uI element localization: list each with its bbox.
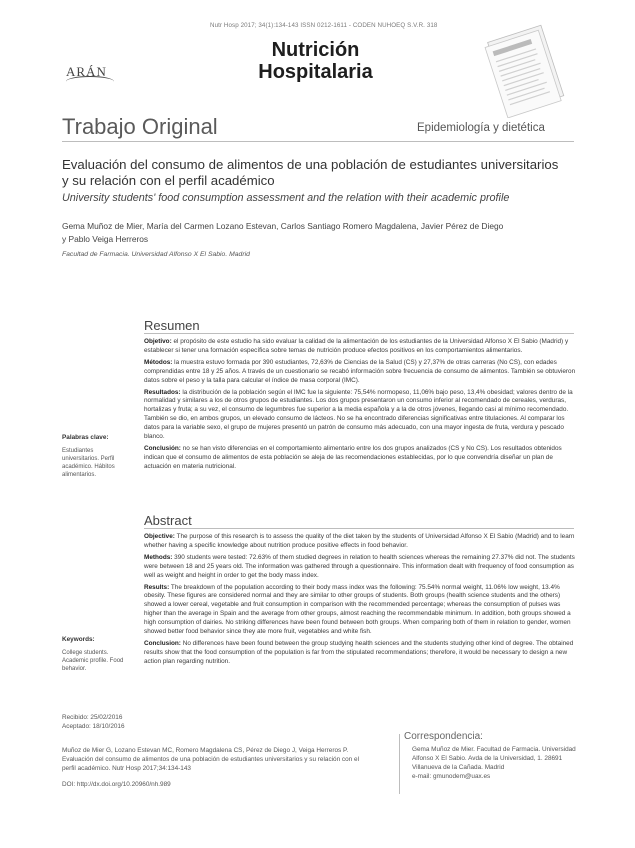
abstract-objective: Objective: The purpose of this research is to assess the quality of the diet taken by the students of Universidad Alfonso X El Sabio (Madrid) and to learn whether having a specific knowledge about nutrition produce positive effects in food behavior.	[144, 533, 575, 549]
article-dates	[62, 713, 125, 731]
journal-reference: Nutr Hosp 2017; 34(1):134-143 ISSN 0212-1611 - CODEN NUHOEQ S.V.R. 318	[210, 22, 438, 29]
abstract-results: Results: The breakdown of the population according to their body mass index was the following: 75.54% normal weight, 11.06% low weight, 13.4% obesity. These figures are considered normal and they are similar to other groups of students. Both groups (health science students and the others) showed a lower cereal, vegetable and fruit consumption in comparison with the recommended percentage; whereas the consumption of pulses was higher than the average in Spain and the average from other groups, almost reaching the recommendable minimum. In addition, both groups showed a high consumption of dairies. No striking differences have been found between both groups. When comparing both of them in relation to gender, women showed better food behavior since they ate more fruit, vegetables and white fish.	[144, 583, 571, 636]
citation-line1: Muñoz de Mier G, Lozano Estevan MC, Romero Magdalena CS, Pérez de Diego J, Veiga Herreros P.	[62, 747, 349, 754]
abstract-divider	[144, 528, 574, 529]
correspondence-box	[404, 731, 584, 781]
resumen-body	[144, 338, 576, 475]
journal-brand-line1: Nutrición	[271, 39, 360, 61]
palabras-clave-box	[62, 434, 132, 479]
abstract-methods: Methods: 390 students were tested: 72.63% of them studied degrees in relation to health sciences whereas the remaining 27.37% did not. The students were between 18 and 25 years old. The information was gathered through a questionnaire. This information dealt with frequency of food consumption as well as weight and height in order to get the body mass index.	[144, 553, 575, 579]
keywords-title: Keywords:	[62, 636, 95, 643]
title-es-line2: y su relación con el perfil académico	[62, 173, 275, 188]
resumen-objetivo: Objetivo: el propósito de este estudio ha sido evaluar la calidad de la alimentación de los estudiantes de la Universidad Alfonso X El Sabio (Madrid) y establecer si tener una formación específica sobre temas de nutrición produce efectos positivos en los comportamientos alimentarios.	[144, 338, 569, 354]
abstract-conclusion: Conclusion: No differences have been found between the group studying health sciences and the students studying other kind of degree. The obtained results show that the food consumption of the population is far from the stipulated recommendations; therefore, it would be necessary to design a new action plan regarding nutrition.	[144, 639, 574, 665]
accepted-date: Aceptado: 18/10/2016	[62, 723, 125, 730]
palabras-clave-title: Palabras clave:	[62, 434, 109, 441]
citation-line3: perfil académico. Nutr Hosp 2017;34:134-143	[62, 765, 191, 772]
citation-block	[62, 746, 392, 789]
correspondence-email[interactable]: e-mail: gmunodem@uax.es	[412, 773, 491, 780]
authors-line2: y Pablo Veiga Herreros	[62, 233, 149, 244]
journal-brand	[238, 40, 393, 82]
journal-cover-image	[480, 22, 572, 118]
article-title-english: University students' food consumption assessment and the relation with their academic profile	[62, 192, 510, 204]
resumen-divider	[144, 333, 574, 334]
correspondence-line1: Gema Muñoz de Mier. Facultad de Farmacia. Universidad	[412, 746, 576, 753]
author-list	[62, 220, 532, 245]
correspondence-divider	[399, 734, 400, 794]
citation-doi[interactable]: DOI: http://dx.doi.org/10.20960/nh.989	[62, 781, 171, 788]
abstract-body	[144, 533, 576, 670]
resumen-metodos: Métodos: la muestra estuvo formada por 390 estudiantes, 72,63% de Ciencias de la Salud (CS) y 27,37% de otras carreras (No CS), con edades comprendidas entre 18 y 25 años. A través de un cuestionario se recabó información sobre frecuencia de consumo de alimentos. También se obtuvieron datos sobre el peso y la talla para calcular el índice de masa corporal (IMC).	[144, 358, 576, 384]
article-section-type: Trabajo Original	[62, 114, 218, 139]
correspondence-line3: Villanueva de la Cañada. Madrid	[412, 764, 505, 771]
journal-brand-line2: Hospitalaria	[258, 61, 373, 83]
article-category: Epidemiología y dietética	[417, 122, 545, 134]
correspondence-line2: Alfonso X El Sabio. Avda de la Universidad, 1. 28691	[412, 755, 563, 762]
publisher-logo-text: ARÁN	[66, 64, 107, 79]
keywords-list: College students. Academic profile. Food behavior.	[62, 650, 124, 672]
header-divider	[62, 141, 574, 142]
authors-line1: Gema Muñoz de Mier, María del Carmen Lozano Estevan, Carlos Santiago Romero Magdalena, Javier Pérez de Diego	[62, 221, 504, 231]
resumen-resultados: Resultados: la distribución de la población según el IMC fue la siguiente: 75,54% normopeso, 11,06% bajo peso, 13,4% obesidad; valores dentro de la normalidad y similares a los de otros grupos de estudiantes. Los dos grupos presentaron un consumo inferior al recomendado de cereales, verduras, hortalizas y fruta; a su vez, el consumo de legumbres fue superior a la media española y a la de otros jóvenes, llegando casi al mínimo recomendado. También se dio, en ambos grupos, un elevado consumo de lácteos. No se ha encontrado diferencias significativas entre titulaciones. Al comparar los datos para la variable sexo, el grupo de mujeres presentó un patrón de consumo más adecuado, con una mayor ingesta de fruta, verdura y pescado blanco.	[144, 388, 573, 441]
received-date: Recibido: 25/02/2016	[62, 714, 123, 721]
abstract-heading: Abstract	[144, 513, 192, 528]
title-es-line1: Evaluación del consumo de alimentos de una población de estudiantes universitarios	[62, 157, 559, 172]
publisher-logo	[66, 64, 114, 87]
resumen-conclusion: Conclusión: no se han visto diferencias en el comportamiento alimentario entre los dos grupos analizados (CS y No CS). Los resultados obtenidos indican que el consumo de alimentos de esta población se aleja de las recomendaciones establecidas, por lo que convendría diseñar un plan de actuación en materia nutricional.	[144, 444, 562, 470]
keywords-box	[62, 636, 132, 673]
correspondence-text	[404, 745, 584, 781]
resumen-heading: Resumen	[144, 318, 200, 333]
citation-line2: Evaluación del consumo de alimentos de una población de estudiantes universitarios y su relación con el	[62, 756, 359, 763]
article-title-spanish	[62, 157, 582, 189]
palabras-clave-list: Estudiantes universitarios. Perfil académico. Hábitos alimentarios.	[62, 448, 115, 478]
correspondence-title: Correspondencia:	[404, 731, 483, 742]
author-affiliation: Facultad de Farmacia. Universidad Alfonso X El Sabio. Madrid	[62, 251, 250, 258]
